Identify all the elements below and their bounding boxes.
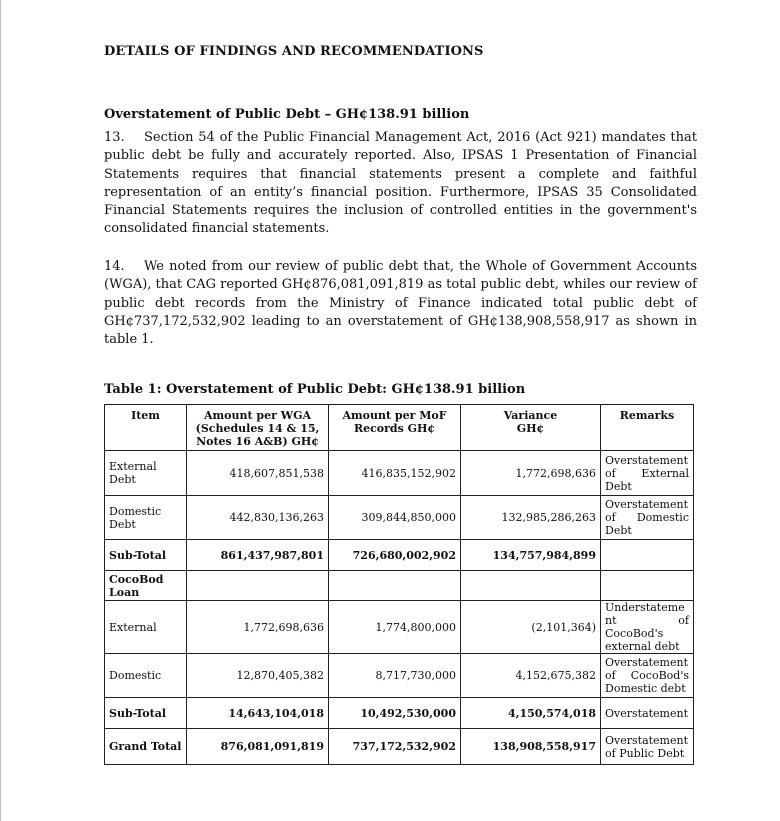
- cell-remarks: [601, 451, 694, 496]
- header-line: Variance: [503, 409, 558, 422]
- item-line: Debt: [109, 473, 136, 486]
- remarks-line: Overstatement: [605, 706, 688, 720]
- item-line: External: [109, 620, 157, 634]
- table-row: [105, 496, 694, 540]
- remarks-line: Domestic debt: [605, 682, 686, 695]
- cell-remarks: [601, 698, 694, 729]
- cell-wga: 418,607,851,538: [187, 451, 329, 496]
- cell-mof: 309,844,850,000: [329, 496, 461, 540]
- cell-variance: 138,908,558,917: [461, 729, 601, 765]
- cell-wga: 14,643,104,018: [187, 698, 329, 729]
- header-line: (Schedules 14 & 15,: [195, 422, 320, 435]
- cell-wga: 1,772,698,636: [187, 601, 329, 654]
- cell-variance: 134,757,984,899: [461, 540, 601, 571]
- item-line: Sub-Total: [109, 706, 167, 720]
- paragraph-text: Section 54 of the Public Financial Management Act, 2016 (Act 921) mandates that public debt be fully and accurately reported. Also, IPSAS 1 Presentation of Financial Statements requires that financial statements present a complete and faithful representation of an entity’s financial position. Furthermore, IPSAS 35 Consolidated Financial Statements requires the inclusion of controlled entities in the government's consolidated financial statements.: [104, 130, 697, 237]
- header-line: Amount per MoF: [342, 409, 447, 422]
- cell-wga: 876,081,091,819: [187, 729, 329, 765]
- paragraph-number: 13.: [104, 130, 125, 145]
- cell-mof: 416,835,152,902: [329, 451, 461, 496]
- cell-wga: [187, 571, 329, 601]
- table-header-row: [105, 405, 694, 451]
- cell-wga: 442,830,136,263: [187, 496, 329, 540]
- table-row: [105, 451, 694, 496]
- item-line: Domestic: [109, 504, 162, 518]
- remarks-line: Overstatement: [605, 733, 688, 747]
- cell-mof: [329, 571, 461, 601]
- remarks-line: external debt: [605, 640, 680, 653]
- item-line: Loan: [109, 585, 140, 599]
- table-row: [105, 540, 694, 571]
- cell-mof: 726,680,002,902: [329, 540, 461, 571]
- page-edge: [0, 0, 1, 821]
- table-body: [105, 451, 694, 765]
- cell-remarks: [601, 571, 694, 601]
- remarks-line: of External: [605, 466, 689, 480]
- cell-item: [105, 496, 187, 540]
- cell-remarks: [601, 601, 694, 654]
- column-header-wga: [187, 405, 329, 451]
- remarks-line: of CocoBod's: [605, 669, 689, 682]
- header-line: Notes 16 A&B) GH¢: [196, 435, 319, 448]
- item-line: Sub-Total: [109, 548, 167, 562]
- item-line: Grand Total: [109, 740, 182, 753]
- cell-remarks: [601, 654, 694, 698]
- cell-variance: 132,985,286,263: [461, 496, 601, 540]
- paragraph-number: 14.: [104, 259, 125, 274]
- header-label: Item: [131, 409, 160, 422]
- section-title: Overstatement of Public Debt – GH¢138.91 billion: [104, 107, 470, 122]
- table-row: [105, 571, 694, 601]
- column-header-variance: [461, 405, 601, 451]
- public-debt-table: [104, 404, 694, 765]
- header-line: Records GH¢: [353, 422, 436, 435]
- remarks-line: Debt: [605, 479, 632, 493]
- header-line: GH¢: [516, 422, 545, 435]
- table-row: [105, 654, 694, 698]
- table-row: [105, 601, 694, 654]
- page-heading: DETAILS OF FINDINGS AND RECOMMENDATIONS: [104, 44, 484, 59]
- paragraph-text: We noted from our review of public debt that, the Whole of Government Accounts (WGA), that CAG reported GH¢876,081,091,819 as total public debt, whiles our review of public debt records from the Ministry of Finance indicated total public debt of GH¢737,172,532,902 leading to an overstatement of GH¢138,908,558,917 as shown in table 1.: [104, 259, 697, 348]
- column-header-item: [105, 405, 187, 451]
- cell-variance: [461, 571, 601, 601]
- header-label: Remarks: [619, 409, 675, 422]
- cell-item: [105, 654, 187, 698]
- header-line: Amount per WGA: [203, 409, 311, 422]
- item-line: External: [109, 460, 157, 473]
- remarks-line: Overstatement: [605, 656, 688, 669]
- cell-variance: 1,772,698,636: [461, 451, 601, 496]
- cell-mof: 10,492,530,000: [329, 698, 461, 729]
- cell-item: [105, 729, 187, 765]
- column-header-remarks: [601, 405, 694, 451]
- cell-item: [105, 698, 187, 729]
- cell-variance: 4,150,574,018: [461, 698, 601, 729]
- remarks-line: Overstatement: [605, 498, 688, 511]
- cell-variance: 4,152,675,382: [461, 654, 601, 698]
- cell-item: [105, 451, 187, 496]
- paragraph-14: [104, 258, 697, 349]
- remarks-line: nt of CocoBod's: [605, 614, 689, 640]
- column-header-mof: [329, 405, 461, 451]
- cell-mof: 8,717,730,000: [329, 654, 461, 698]
- cell-wga: 861,437,987,801: [187, 540, 329, 571]
- remarks-line: Overstatement: [605, 453, 688, 467]
- cell-wga: 12,870,405,382: [187, 654, 329, 698]
- remarks-line: Understateme: [605, 601, 685, 614]
- cell-variance: (2,101,364): [461, 601, 601, 654]
- table-row: [105, 729, 694, 765]
- item-line: Debt: [109, 517, 136, 531]
- remarks-line: of Domestic: [605, 511, 689, 524]
- cell-mof: 737,172,532,902: [329, 729, 461, 765]
- cell-mof: 1,774,800,000: [329, 601, 461, 654]
- item-line: CocoBod: [109, 572, 164, 586]
- cell-item: [105, 601, 187, 654]
- cell-remarks: [601, 540, 694, 571]
- cell-item: [105, 540, 187, 571]
- cell-remarks: [601, 729, 694, 765]
- remarks-line: Debt: [605, 524, 632, 537]
- item-line: Domestic: [109, 669, 162, 682]
- paragraph-13: [104, 129, 697, 239]
- cell-remarks: [601, 496, 694, 540]
- table-caption: Table 1: Overstatement of Public Debt: GH¢138.91 billion: [104, 382, 526, 397]
- table-row: [105, 698, 694, 729]
- cell-item: [105, 571, 187, 601]
- remarks-line: of Public Debt: [605, 746, 685, 760]
